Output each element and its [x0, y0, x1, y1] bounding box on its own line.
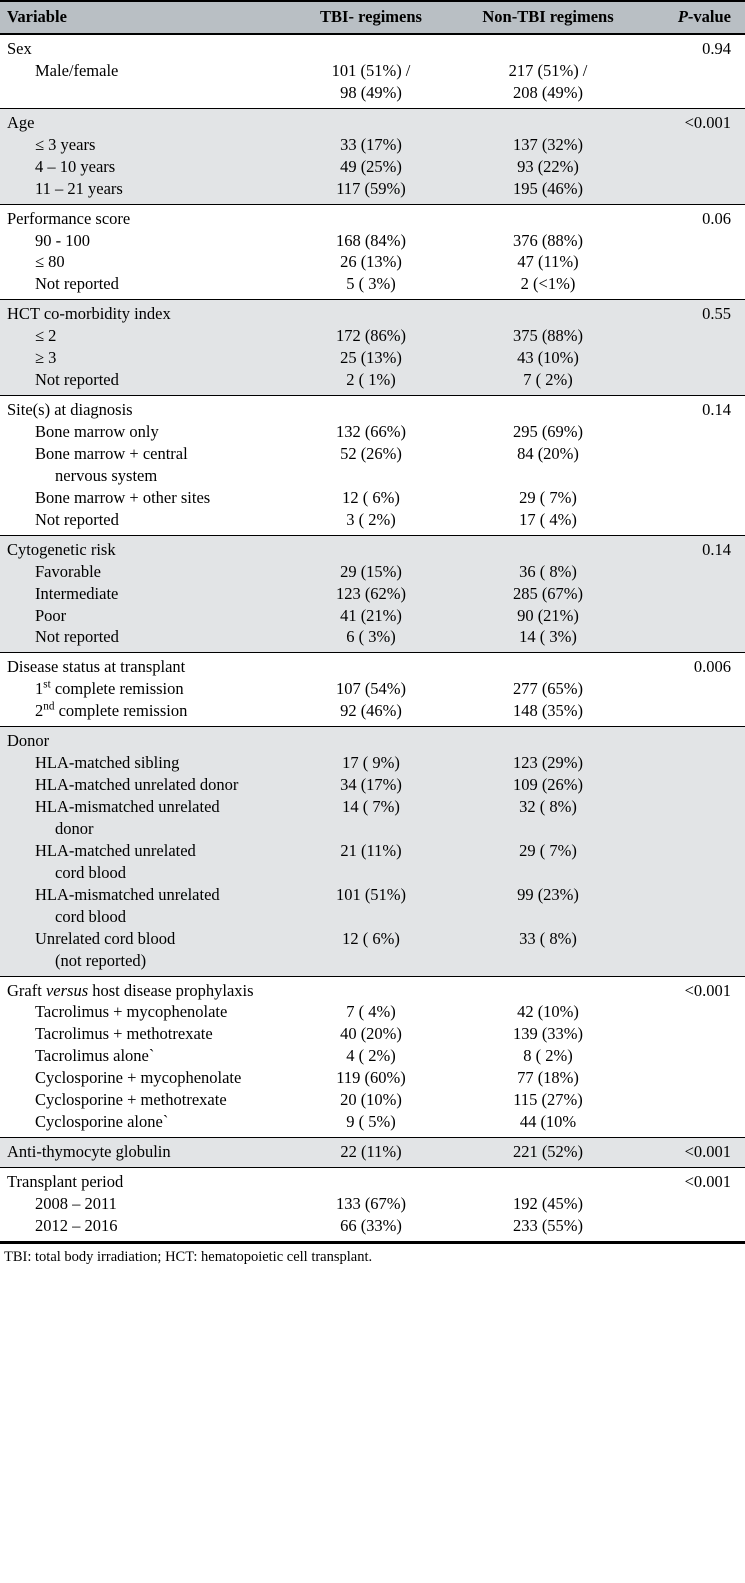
value: 77 (18%) [517, 1068, 579, 1088]
value: 132 (66%) [335, 422, 407, 441]
value: 99 (23%) [517, 884, 579, 904]
value: 42 (10%) [517, 1002, 579, 1022]
row-label: Not reported [35, 274, 119, 294]
value: 2 (<1%) [520, 274, 576, 294]
section-labels-sites-at-diagnosis [0, 396, 285, 536]
spacer [289, 980, 453, 1002]
value: 117 (59%) [336, 178, 406, 198]
table-section-donor [0, 727, 745, 976]
row-label: Tacrolimus + mycophenolate [35, 1002, 228, 1022]
value: 133 (67%) [335, 1193, 407, 1213]
table-section-performance-score [0, 204, 745, 300]
value: 148 (35%) [512, 701, 584, 721]
value: 101 (51%) [335, 884, 407, 904]
value: 208 (49%) [512, 82, 584, 102]
row-label-continuation: donor [55, 818, 94, 838]
section-title-sites-at-diagnosis: Site(s) at diagnosis [7, 400, 133, 420]
value: 5 ( 3%) [346, 274, 396, 294]
value: 295 (69%) [512, 422, 584, 441]
section-title-donor: Donor [7, 731, 50, 751]
row-label-continuation: cord blood [55, 862, 127, 882]
spacer [289, 730, 453, 752]
pvalue-anti-thymocyte-globulin: <0.001 [639, 1138, 745, 1168]
row-label: 2nd complete remission [35, 700, 188, 721]
value: 3 ( 2%) [346, 509, 396, 529]
value: 84 (20%) [517, 443, 579, 463]
spacer [461, 1171, 635, 1193]
spacer [289, 1171, 453, 1193]
spacer [461, 208, 635, 230]
non-tbi-values-anti-thymocyte-globulin [457, 1138, 639, 1168]
spacer [289, 399, 453, 421]
value: 34 (17%) [340, 775, 402, 795]
value: 29 (15%) [340, 561, 402, 581]
tbi-values-sex [285, 34, 457, 108]
value: 14 ( 3%) [519, 627, 577, 647]
spacer [289, 906, 453, 928]
section-labels-performance-score [0, 204, 285, 300]
row-label: Poor [35, 605, 67, 625]
value: 17 ( 9%) [342, 753, 400, 773]
ordinal-superscript: st [43, 678, 51, 691]
value: 107 (54%) [335, 679, 407, 699]
row-label: Unrelated cord blood [35, 928, 176, 948]
value: 26 (13%) [340, 252, 402, 272]
value: 4 ( 2%) [346, 1046, 396, 1066]
section-title-performance-score: Performance score [7, 208, 131, 228]
section-labels-cytogenetic-risk [0, 535, 285, 653]
value: 376 (88%) [512, 230, 584, 250]
table-section-sites-at-diagnosis [0, 396, 745, 536]
section-title-gvhd-prophylaxis: Graft versus host disease prophylaxis [7, 980, 254, 1000]
non-tbi-values-sex [457, 34, 639, 108]
row-label-continuation: (not reported) [55, 950, 147, 970]
pvalue-age: <0.001 [639, 108, 745, 204]
spacer [461, 950, 635, 972]
value: 8 ( 2%) [523, 1046, 573, 1066]
spacer [461, 539, 635, 561]
value: 137 (32%) [512, 134, 584, 154]
ordinal-superscript: nd [43, 700, 55, 713]
pvalue-donor [639, 727, 745, 976]
section-title-hct-comorbidity-index: HCT co-morbidity index [7, 304, 171, 324]
section-title-disease-status-at-transplant: Disease status at transplant [7, 657, 186, 677]
row-label: 90 - 100 [35, 230, 90, 250]
tbi-values-age [285, 108, 457, 204]
tbi-values-gvhd-prophylaxis [285, 976, 457, 1138]
section-title-age: Age [7, 112, 35, 132]
value: 25 (13%) [340, 348, 402, 368]
value: 168 (84%) [335, 230, 407, 250]
value: 119 (60%) [336, 1068, 406, 1088]
value: 40 (20%) [340, 1024, 402, 1044]
row-label: Bone marrow + other sites [35, 487, 211, 507]
section-title-sex: Sex [7, 39, 32, 58]
section-labels-sex [0, 34, 285, 108]
spacer [289, 38, 453, 60]
row-label-continuation: nervous system [55, 465, 158, 485]
table-section-gvhd-prophylaxis [0, 976, 745, 1138]
table-body [0, 34, 745, 1241]
row-label: Cyclosporine + mycophenolate [35, 1068, 242, 1088]
row-label: Intermediate [35, 583, 119, 603]
table-section-disease-status-at-transplant [0, 653, 745, 727]
pvalue-gvhd-prophylaxis: <0.001 [639, 976, 745, 1138]
value: 101 (51%) / [331, 60, 411, 80]
value: 92 (46%) [340, 701, 402, 721]
value: 2 ( 1%) [346, 370, 396, 390]
non-tbi-values-transplant-period [457, 1168, 639, 1242]
value: 98 (49%) [340, 82, 402, 102]
section-labels-gvhd-prophylaxis [0, 976, 285, 1138]
value: 22 (11%) [340, 1142, 402, 1162]
value: 277 (65%) [512, 679, 584, 699]
value: 47 (11%) [517, 252, 579, 272]
value: 17 ( 4%) [519, 509, 577, 529]
value: 123 (62%) [335, 583, 407, 603]
value: 7 ( 4%) [346, 1002, 396, 1022]
value: 115 (27%) [513, 1090, 583, 1110]
row-label: Male/female [35, 60, 119, 80]
column-header-pvalue [639, 1, 745, 34]
table-section-hct-comorbidity-index [0, 300, 745, 396]
tbi-values-hct-comorbidity-index [285, 300, 457, 396]
value: 217 (51%) / [508, 60, 588, 80]
column-header-variable: Variable [0, 1, 285, 34]
row-label: HLA-matched sibling [35, 753, 180, 773]
spacer [461, 112, 635, 134]
value: 172 (86%) [335, 326, 407, 346]
value: 33 (17%) [340, 134, 402, 154]
row-label: HLA-matched unrelated [35, 840, 196, 860]
column-header-tbi-regimens: TBI- regimens [285, 1, 457, 34]
value: 29 ( 7%) [519, 487, 577, 507]
pvalue-transplant-period: <0.001 [639, 1168, 745, 1242]
value: 192 (45%) [512, 1193, 584, 1213]
value: 12 ( 6%) [342, 928, 400, 948]
value: 109 (26%) [512, 775, 584, 795]
spacer [461, 656, 635, 678]
value: 33 ( 8%) [519, 928, 577, 948]
pvalue-performance-score: 0.06 [639, 204, 745, 300]
spacer [461, 906, 635, 928]
non-tbi-values-performance-score [457, 204, 639, 300]
value: 7 ( 2%) [523, 370, 573, 390]
row-label: HLA-mismatched unrelated [35, 884, 220, 904]
value: 12 ( 6%) [342, 487, 400, 507]
row-label: ≥ 3 [35, 348, 57, 368]
value: 93 (22%) [517, 156, 579, 176]
row-label-continuation: cord blood [55, 906, 127, 926]
tbi-values-transplant-period [285, 1168, 457, 1242]
section-labels-anti-thymocyte-globulin [0, 1138, 285, 1168]
tbi-values-sites-at-diagnosis [285, 396, 457, 536]
value: 29 ( 7%) [519, 840, 577, 860]
spacer [461, 465, 635, 487]
spacer [461, 303, 635, 325]
pvalue-disease-status-at-transplant: 0.006 [639, 653, 745, 727]
section-title-italic-word: versus [45, 980, 89, 1000]
spacer [289, 950, 453, 972]
spacer [289, 818, 453, 840]
section-labels-transplant-period [0, 1168, 285, 1242]
value: 221 (52%) [512, 1142, 584, 1162]
row-label: Not reported [35, 370, 119, 390]
pvalue-cytogenetic-risk: 0.14 [639, 535, 745, 653]
table-section-age [0, 108, 745, 204]
non-tbi-values-hct-comorbidity-index [457, 300, 639, 396]
value: 36 ( 8%) [519, 561, 577, 581]
spacer [289, 465, 453, 487]
value: 233 (55%) [512, 1215, 584, 1235]
pvalue-hct-comorbidity-index: 0.55 [639, 300, 745, 396]
value: 195 (46%) [512, 178, 584, 198]
value: 44 (10% [519, 1112, 577, 1132]
spacer [461, 38, 635, 60]
row-label: HLA-mismatched unrelated [35, 797, 220, 816]
table-section-cytogenetic-risk [0, 535, 745, 653]
tbi-values-anti-thymocyte-globulin [285, 1138, 457, 1168]
non-tbi-values-donor [457, 727, 639, 976]
section-labels-donor [0, 727, 285, 976]
row-label: ≤ 3 years [35, 134, 96, 154]
table-section-sex [0, 34, 745, 108]
value: 285 (67%) [512, 583, 584, 603]
value: 32 ( 8%) [519, 797, 577, 816]
value: 20 (10%) [340, 1090, 402, 1110]
row-label: Favorable [35, 561, 101, 581]
value: 139 (33%) [512, 1024, 584, 1044]
tbi-values-disease-status-at-transplant [285, 653, 457, 727]
value: 375 (88%) [512, 326, 584, 346]
tbi-values-performance-score [285, 204, 457, 300]
section-title-cytogenetic-risk: Cytogenetic risk [7, 539, 116, 559]
non-tbi-values-cytogenetic-risk [457, 535, 639, 653]
tbi-values-cytogenetic-risk [285, 535, 457, 653]
spacer [461, 818, 635, 840]
table-section-anti-thymocyte-globulin [0, 1138, 745, 1168]
tbi-values-donor [285, 727, 457, 976]
table-footnote: TBI: total body irradiation; HCT: hematopoietic cell transplant. [0, 1242, 745, 1274]
row-label: HLA-matched unrelated donor [35, 775, 239, 795]
row-label: Cyclosporine + methotrexate [35, 1090, 227, 1110]
spacer [461, 399, 635, 421]
value: 41 (21%) [340, 605, 402, 625]
spacer [461, 862, 635, 884]
non-tbi-values-sites-at-diagnosis [457, 396, 639, 536]
value: 66 (33%) [340, 1215, 402, 1235]
section-labels-age [0, 108, 285, 204]
value: 9 ( 5%) [346, 1112, 396, 1132]
row-label: 4 – 10 years [35, 156, 116, 176]
pvalue-sex: 0.94 [639, 34, 745, 108]
section-title-transplant-period: Transplant period [7, 1172, 124, 1191]
row-label: ≤ 2 [35, 326, 57, 346]
spacer [289, 656, 453, 678]
row-label: ≤ 80 [35, 252, 65, 272]
section-labels-hct-comorbidity-index [0, 300, 285, 396]
value: 6 ( 3%) [346, 627, 396, 647]
non-tbi-values-disease-status-at-transplant [457, 653, 639, 727]
spacer [289, 539, 453, 561]
spacer [461, 730, 635, 752]
value: 14 ( 7%) [342, 797, 400, 816]
non-tbi-values-gvhd-prophylaxis [457, 976, 639, 1138]
spacer [289, 303, 453, 325]
row-label: Bone marrow only [35, 422, 159, 441]
row-label: Tacrolimus + methotrexate [35, 1024, 213, 1044]
pvalue-italic-p: P [677, 7, 688, 26]
row-label: Not reported [35, 627, 119, 647]
value: 123 (29%) [512, 753, 584, 773]
table-section-transplant-period [0, 1168, 745, 1242]
value: 21 (11%) [340, 840, 402, 860]
section-labels-disease-status-at-transplant [0, 653, 285, 727]
row-label: 2008 – 2011 [35, 1193, 117, 1213]
pvalue-suffix: -value [687, 7, 731, 26]
spacer [289, 208, 453, 230]
section-title-anti-thymocyte-globulin: Anti-thymocyte globulin [7, 1142, 171, 1162]
spacer [289, 112, 453, 134]
row-label: 1st complete remission [35, 678, 184, 699]
spacer [461, 980, 635, 1002]
row-label: Not reported [35, 509, 119, 529]
row-label: Tacrolimus alone` [35, 1046, 155, 1066]
non-tbi-values-age [457, 108, 639, 204]
column-header-non-tbi-regimens: Non-TBI regimens [457, 1, 639, 34]
row-label: 2012 – 2016 [35, 1215, 118, 1235]
value: 90 (21%) [517, 605, 579, 625]
value: 52 (26%) [340, 443, 402, 463]
table-header-row [0, 1, 745, 34]
row-label: 11 – 21 years [35, 178, 123, 198]
row-label: Bone marrow + central [35, 443, 188, 463]
pvalue-sites-at-diagnosis: 0.14 [639, 396, 745, 536]
row-label: Cyclosporine alone` [35, 1112, 169, 1132]
spacer [289, 862, 453, 884]
value: 43 (10%) [517, 348, 579, 368]
value: 49 (25%) [340, 156, 402, 176]
